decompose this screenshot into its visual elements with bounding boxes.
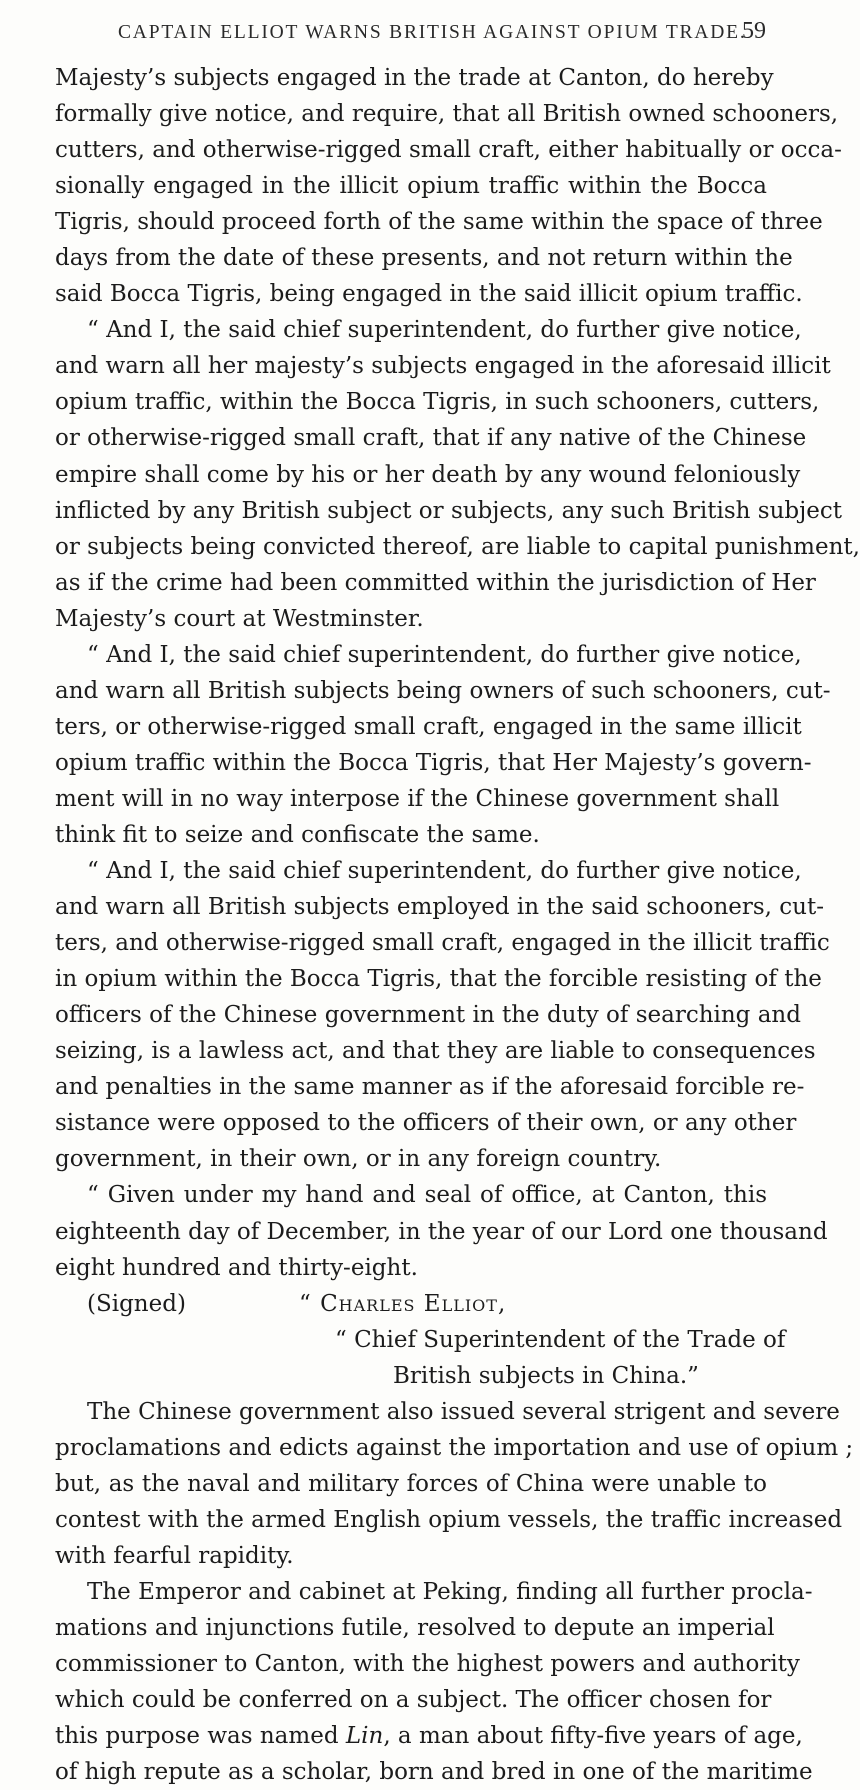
text-line: The Emperor and cabinet at Peking, finding all further procla- xyxy=(87,1578,813,1605)
text-line: ters, and otherwise-rigged small craft, engaged in the illicit traffic xyxy=(55,930,830,957)
text-line: officers of the Chinese government in the duty of searching and xyxy=(55,1002,801,1029)
text-line: mations and injunctions futile, resolved to depute an imperial xyxy=(55,1615,775,1642)
text-line: days from the date of these presents, and not return within the xyxy=(55,245,793,272)
text-line: or subjects being convicted thereof, are liable to capital punishment, xyxy=(55,533,860,560)
text-line: cutters, and otherwise-rigged small craft, either habitually or occa- xyxy=(55,137,842,164)
text-line: which could be conferred on a subject. The officer chosen for xyxy=(55,1687,772,1714)
text-line: The Chinese government also issued several strigent and severe xyxy=(87,1398,840,1425)
text-line: Majesty’s court at Westminster. xyxy=(55,605,424,632)
text-line: and warn all British subjects employed in the said schooners, cut- xyxy=(55,894,825,921)
text-line: Majesty’s subjects engaged in the trade at Canton, do hereby xyxy=(55,65,774,91)
signed-label: (Signed) xyxy=(87,1290,186,1317)
text-line: seizing, is a lawless act, and that they are liable to consequences xyxy=(55,1038,816,1065)
text-line: “ And I, the said chief superintendent, do further give notice, xyxy=(87,858,802,885)
text-line: sistance were opposed to the officers of their own, or any other xyxy=(55,1110,797,1137)
text-line: ters, or otherwise-rigged small craft, engaged in the same illicit xyxy=(55,713,802,740)
text-span: , a man about fifty-five years of age, xyxy=(383,1723,803,1750)
text-line: or otherwise-rigged small craft, that if any native of the Chinese xyxy=(55,425,807,452)
text-line: as if the crime had been committed within the jurisdiction of Her xyxy=(55,569,816,596)
text-line: Tigris, should proceed forth of the same within the space of three xyxy=(55,209,823,236)
text-line: contest with the armed English opium vessels, the traffic increased xyxy=(55,1506,843,1533)
name-lin: Lin xyxy=(345,1723,384,1750)
signatory-title-line: British subjects in China.” xyxy=(393,1362,699,1389)
text-line: inflicted by any British subject or subjects, any such British subject xyxy=(55,497,843,524)
text-line: eighteenth day of December, in the year of our Lord one thousand xyxy=(55,1218,828,1245)
text-line: “ Given under my hand and seal of office, at Canton, this xyxy=(87,1182,767,1209)
text-line: and warn all British subjects being owners of such schooners, cut- xyxy=(55,677,831,704)
text-line: with fearful rapidity. xyxy=(55,1542,294,1569)
text-line: said Bocca Tigris, being engaged in the said illicit opium traffic. xyxy=(55,281,803,308)
text-line: sionally engaged in the illicit opium traffic within the Bocca xyxy=(55,173,767,200)
text-line: formally give notice, and require, that all British owned schooners, xyxy=(55,101,839,128)
signatory-name: “ Charles Elliot, xyxy=(299,1290,507,1317)
text-line: government, in their own, or in any foreign country. xyxy=(55,1146,662,1173)
text-line: opium traffic, within the Bocca Tigris, in such schooners, cutters, xyxy=(55,389,820,416)
page-number: 59 xyxy=(742,18,766,44)
text-line: and penalties in the same manner as if the aforesaid forcible re- xyxy=(55,1074,805,1101)
text-line: in opium within the Bocca Tigris, that the forcible resisting of the xyxy=(55,966,822,993)
text-line xyxy=(55,1718,803,1754)
text-line: think fit to seize and confiscate the same. xyxy=(55,821,540,848)
text-line: “ And I, the said chief superintendent, do further give notice, xyxy=(87,641,802,668)
text-line: eight hundred and thirty-eight. xyxy=(55,1254,418,1281)
body-text xyxy=(55,60,860,1790)
signatory-title-line: “ Chief Superintendent of the Trade of xyxy=(335,1326,786,1353)
text-line: empire shall come by his or her death by any wound feloniously xyxy=(55,461,801,488)
text-line: proclamations and edicts against the importation and use of opium ; xyxy=(55,1434,854,1461)
text-line: of high repute as a scholar, born and bred in one of the maritime xyxy=(55,1759,813,1786)
text-line: “ And I, the said chief superintendent, do further give notice, xyxy=(87,317,802,344)
text-line: commissioner to Canton, with the highest powers and authority xyxy=(55,1651,800,1678)
text-line: and warn all her majesty’s subjects engaged in the aforesaid illicit xyxy=(55,353,831,380)
text-line: ment will in no way interpose if the Chinese government shall xyxy=(55,785,780,812)
text-span: this purpose was named xyxy=(55,1723,346,1750)
signature-line xyxy=(55,1286,767,1322)
running-head: CAPTAIN ELLIOT WARNS BRITISH AGAINST OPIUM TRADE. xyxy=(118,22,747,43)
text-line: opium traffic within the Bocca Tigris, that Her Majesty’s govern- xyxy=(55,749,812,776)
text-line: but, as the naval and military forces of China were unable to xyxy=(55,1470,767,1497)
